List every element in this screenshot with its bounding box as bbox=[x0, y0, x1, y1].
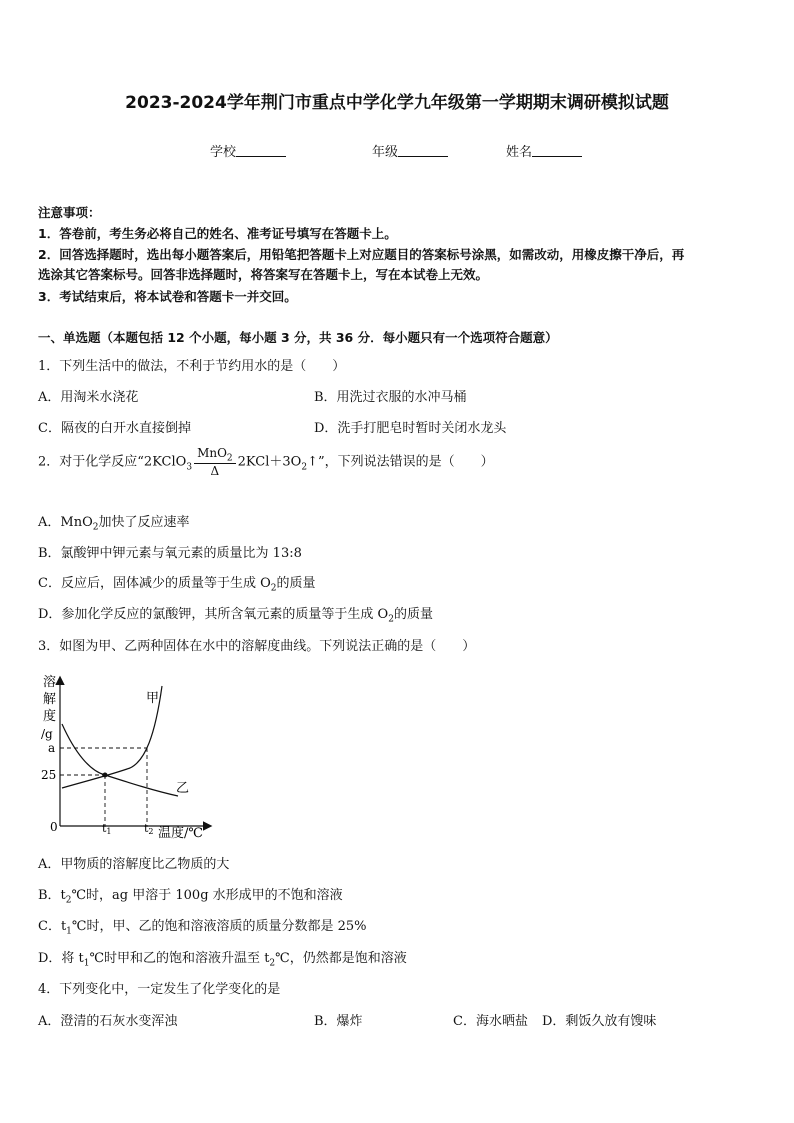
q2-heat-symbol: Δ bbox=[210, 464, 220, 479]
q1-option-b: B．用洗过衣服的水冲马桶 bbox=[314, 390, 467, 405]
q3-option-d bbox=[38, 947, 407, 969]
tick-t2: t2 bbox=[144, 822, 154, 836]
y-label-3: 度 bbox=[43, 709, 57, 724]
q3-b-text: B．t bbox=[38, 888, 66, 903]
origin-label: 0 bbox=[50, 820, 58, 834]
q3-c-sub: 1 bbox=[66, 926, 72, 937]
name-field bbox=[506, 141, 582, 160]
q2-option-b: B．氯酸钾中钾元素与氧元素的质量比为 13:8 bbox=[38, 546, 302, 561]
q2-suffix: ”，下列说法错误的是（ ） bbox=[317, 454, 494, 470]
q2-d-sub: 2 bbox=[388, 614, 394, 625]
q4-option-b: B．爆炸 bbox=[314, 1014, 363, 1029]
school-blank bbox=[236, 144, 286, 157]
note-item-1: 1．答卷前，考生务必将自己的姓名、准考证号填写在答题卡上。 bbox=[38, 226, 397, 241]
note-item-2: 2．回答选择题时，选出每小题答案后，用铅笔把答题卡上对应题目的答案标号涂黑，如需改动，用橡皮擦干净后，再 bbox=[38, 247, 685, 262]
q2-c-text: C．反应后，固体减少的质量等于生成 O bbox=[38, 576, 271, 591]
name-label: 姓名 bbox=[506, 145, 533, 160]
q3-d-sub: 1 bbox=[83, 958, 90, 969]
y-label-2: 解 bbox=[43, 692, 57, 707]
y-label-4: /g bbox=[41, 727, 53, 741]
q2-option-d bbox=[38, 603, 433, 625]
q2-d-text-end: 的质量 bbox=[393, 607, 433, 622]
grade-label: 年级 bbox=[372, 145, 399, 160]
intersection-point bbox=[103, 773, 108, 778]
q2-a-text: A．MnO bbox=[38, 515, 93, 530]
q3-option-a: A．甲物质的溶解度比乙物质的大 bbox=[38, 857, 230, 872]
tick-25: 25 bbox=[41, 768, 57, 782]
q2-reactant: 2KClO bbox=[143, 454, 187, 470]
q2-gas-arrow: ↑ bbox=[307, 454, 318, 470]
q4-option-d: D．剩饭久放有馊味 bbox=[542, 1014, 657, 1029]
q2-catalyst-sub: 2 bbox=[226, 453, 233, 464]
note-item-3: 3．考试结束后，将本试卷和答题卡一并交回。 bbox=[38, 289, 297, 304]
y-label-1: 溶 bbox=[43, 675, 57, 690]
note-item-2-cont: 选涂其它答案标号。回答非选择题时，将答案写在答题卡上，写在本试卷上无效。 bbox=[38, 267, 489, 282]
q2-option-c bbox=[38, 572, 316, 594]
curve-yi bbox=[62, 724, 178, 796]
q1-option-a: A．用淘米水浇花 bbox=[38, 390, 139, 405]
q2-d-text: D．参加化学反应的氯酸钾，其所含氧元素的质量等于生成 O bbox=[38, 607, 389, 622]
q2-products-sub: 2 bbox=[301, 462, 308, 473]
q2-reaction-condition bbox=[194, 446, 236, 478]
q3-d-text-end: ℃，仍然都是饱和溶液 bbox=[275, 951, 407, 966]
solubility-graph bbox=[30, 668, 220, 843]
q2-products: 2KCl＋3O bbox=[237, 454, 302, 470]
q3-d-sub-2: 2 bbox=[269, 958, 276, 969]
label-yi: 乙 bbox=[176, 781, 190, 796]
q3-d-text: D．将 t bbox=[38, 951, 84, 966]
q1-option-d: D．洗手打肥皂时暂时关闭水龙头 bbox=[314, 421, 507, 436]
section-heading: 一、单选题（本题包括 12 个小题，每小题 3 分，共 36 分．每小题只有一个选项符合题意） bbox=[38, 330, 558, 345]
q2-a-text-end: 加快了反应速率 bbox=[98, 515, 190, 530]
grade-field bbox=[372, 141, 448, 160]
q4-stem: 4．下列变化中，一定发生了化学变化的是 bbox=[38, 982, 281, 997]
q2-c-sub: 2 bbox=[270, 583, 277, 594]
label-jia: 甲 bbox=[146, 691, 160, 706]
q3-b-text-end: ℃时，ag 甲溶于 100g 水形成甲的不饱和溶液 bbox=[71, 888, 343, 903]
q3-b-sub: 2 bbox=[65, 895, 72, 906]
q2-a-sub: 2 bbox=[92, 522, 99, 533]
q2-catalyst: MnO bbox=[197, 446, 227, 460]
x-axis-label: 温度/℃ bbox=[158, 826, 203, 841]
q2-c-text-end: 的质量 bbox=[276, 576, 316, 591]
q3-d-text-mid: ℃时甲和乙的饱和溶液升温至 t bbox=[89, 951, 270, 966]
q3-c-text-end: ℃时，甲、乙的饱和溶液溶质的质量分数都是 25% bbox=[71, 919, 367, 934]
notes-heading: 注意事项： bbox=[38, 205, 101, 220]
name-blank bbox=[532, 144, 582, 157]
q3-c-text: C．t bbox=[38, 919, 67, 934]
tick-a: a bbox=[48, 741, 56, 755]
q3-stem: 3．如图为甲、乙两种固体在水中的溶解度曲线。下列说法正确的是（ ） bbox=[38, 639, 476, 654]
q4-option-c: C．海水晒盐 bbox=[453, 1014, 528, 1029]
q2-option-a bbox=[38, 511, 189, 533]
q2-reactant-sub: 3 bbox=[186, 462, 193, 473]
q1-option-c: C．隔夜的白开水直接倒掉 bbox=[38, 421, 191, 436]
page-title: 2023-2024学年荆门市重点中学化学九年级第一学期期末调研模拟试题 bbox=[125, 93, 669, 113]
q1-stem: 1．下列生活中的做法，不利于节约用水的是（ ） bbox=[38, 359, 346, 374]
tick-t1: t1 bbox=[102, 822, 112, 836]
q4-option-a: A．澄清的石灰水变浑浊 bbox=[38, 1014, 178, 1029]
school-label: 学校 bbox=[210, 145, 237, 160]
q3-option-c bbox=[38, 915, 366, 937]
q3-option-b bbox=[38, 884, 343, 906]
q2-prefix: 2．对于化学反应“ bbox=[38, 454, 144, 470]
grade-blank bbox=[398, 144, 448, 157]
school-field bbox=[210, 141, 286, 160]
q2-stem bbox=[38, 446, 494, 478]
